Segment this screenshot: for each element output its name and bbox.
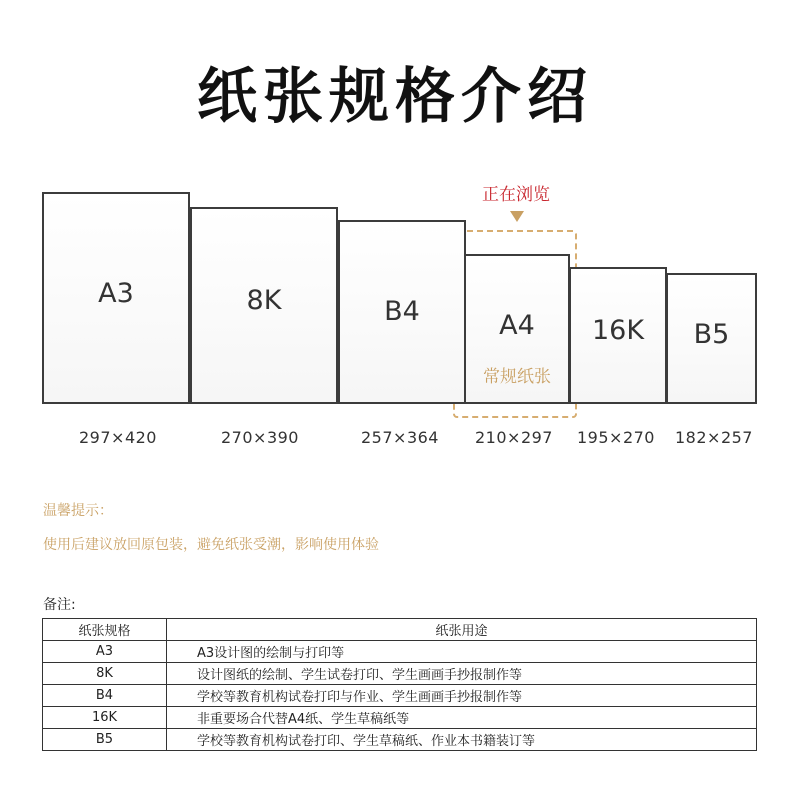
notes-title: 备注: [43,597,76,613]
paper-note: 常规纸张 [483,367,551,387]
paper-name: 16K [591,315,645,346]
paper-b4[interactable] [338,220,466,404]
paper-8k[interactable] [190,207,338,404]
down-arrow-icon [510,211,524,222]
column-header: 纸张用途 [167,619,757,641]
table-cell-usage: 学校等教育机构试卷打印、学生草稿纸、作业本书籍装订等 [167,729,757,751]
paper-name: 8K [246,285,282,316]
paper-name: A4 [499,310,535,341]
table-cell-size: 8K [43,663,167,685]
paper-a4[interactable] [464,254,570,404]
tip-title: 温馨提示： [43,503,113,519]
table-row [43,729,757,751]
table-cell-size: B5 [43,729,167,751]
table-cell-usage: 设计图纸的绘制、学生试卷打印、学生画画手抄报制作等 [167,663,757,685]
table-cell-size: B4 [43,685,167,707]
table-cell-usage: 学校等教育机构试卷打印与作业、学生画画手抄报制作等 [167,685,757,707]
table-header-row [43,619,757,641]
paper-16k[interactable] [569,267,667,404]
table-row [43,663,757,685]
paper-size-label: 257×364 [361,428,439,447]
paper-b5[interactable] [666,273,757,404]
paper-size-label: 195×270 [577,428,655,447]
table-row [43,707,757,729]
paper-name: B4 [384,296,420,327]
paper-size-label: 297×420 [79,428,157,447]
browsing-label: 正在浏览 [482,185,550,205]
table-row [43,685,757,707]
paper-name: B5 [693,319,730,350]
tip-text: 使用后建议放回原包装，避免纸张受潮，影响使用体验 [43,537,379,553]
column-header: 纸张规格 [43,619,167,641]
table-row [43,641,757,663]
paper-size-label: 182×257 [675,428,753,447]
table-cell-usage: A3设计图的绘制与打印等 [167,641,757,663]
table-cell-usage: 非重要场合代替A4纸、学生草稿纸等 [167,707,757,729]
usage-table [42,618,757,751]
table-cell-size: A3 [43,641,167,663]
page-title: 纸张规格介绍 [197,62,593,132]
paper-size-label: 270×390 [221,428,299,447]
paper-a3[interactable] [42,192,190,404]
paper-size-label: 210×297 [475,428,553,447]
table-cell-size: 16K [43,707,167,729]
paper-name: A3 [98,278,134,309]
